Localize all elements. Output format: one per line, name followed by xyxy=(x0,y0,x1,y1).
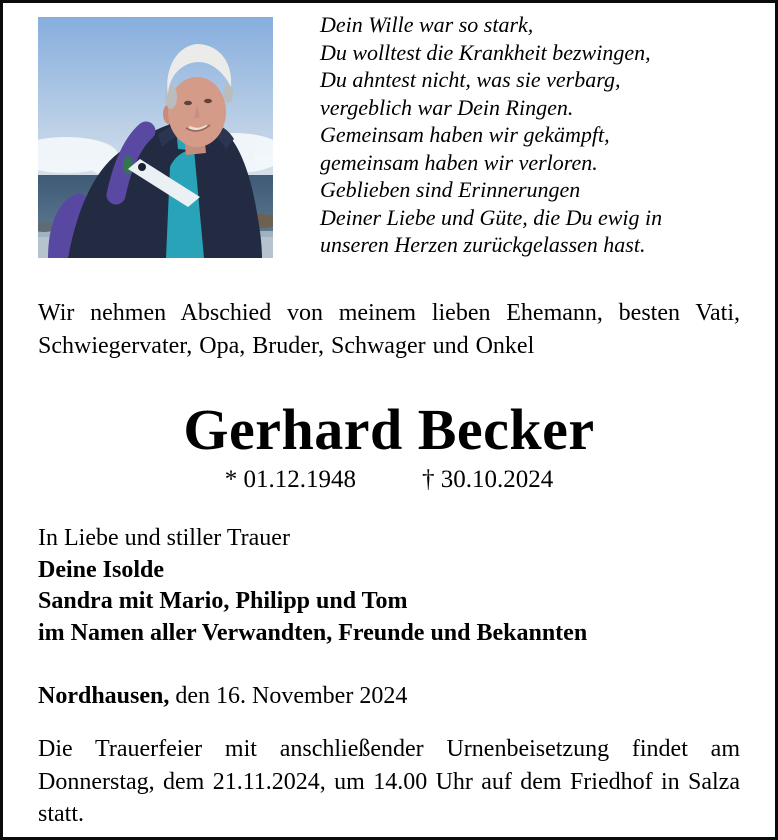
poem-line: gemeinsam haben wir verloren. xyxy=(320,149,598,175)
mourners-block xyxy=(38,523,740,649)
funeral-details: Die Trauerfeier mit anschließender Urnenbeisetzung findet am Donnerstag, dem 21.11.2024, um 14.00 Uhr auf dem Friedhof in Salza statt. xyxy=(38,736,740,827)
mourner-line: Deine Isolde xyxy=(38,556,164,583)
poem-line: Dein Wille war so stark, xyxy=(320,12,534,37)
date-label: den 16. November 2024 xyxy=(175,683,408,709)
poem-line: Deiner Liebe und Güte, die Du ewig in xyxy=(320,204,663,230)
mourner-line: im Namen aller Verwandten, Freunde und Bekannten xyxy=(38,619,588,646)
poem-line: Geblieben sind Erinnerungen xyxy=(320,177,581,202)
poem-line: Du ahntest nicht, was sie verbarg, xyxy=(320,67,621,92)
mourner-line: Sandra mit Mario, Philipp und Tom xyxy=(38,588,408,614)
death-date: † 30.10.2024 xyxy=(422,466,554,493)
eye-right xyxy=(204,99,212,103)
zipper-pull xyxy=(138,163,146,171)
eye-left xyxy=(184,101,192,105)
strap-badge xyxy=(123,156,133,174)
portrait-photo xyxy=(38,17,273,258)
hair-side-left xyxy=(165,85,177,109)
seaside-portrait-illustration xyxy=(38,17,273,258)
poem-line: Du wolltest die Krankheit bezwingen, xyxy=(320,39,651,65)
memorial-poem xyxy=(320,11,662,259)
birth-date: * 01.12.1948 xyxy=(224,466,356,493)
poem-line: vergeblich war Dein Ringen. xyxy=(320,94,574,120)
life-dates xyxy=(38,465,740,495)
hair-side-right xyxy=(223,83,233,103)
poem-line: unseren Herzen zurückgelassen hast. xyxy=(320,232,646,257)
place-label: Nordhausen, xyxy=(38,683,170,709)
mourners-intro: In Liebe und stiller Trauer xyxy=(38,525,290,551)
announcement-body xyxy=(38,297,740,831)
farewell-intro: Wir nehmen Abschied von meinem lieben Ehemann, besten Vati, Schwiegervater, Opa, Bruder, Schwager und Onkel xyxy=(38,300,740,359)
poem-line: Gemeinsam haben wir gekämpft, xyxy=(320,122,610,147)
place-and-date xyxy=(38,681,740,711)
deceased-name: Gerhard Becker xyxy=(183,397,595,462)
